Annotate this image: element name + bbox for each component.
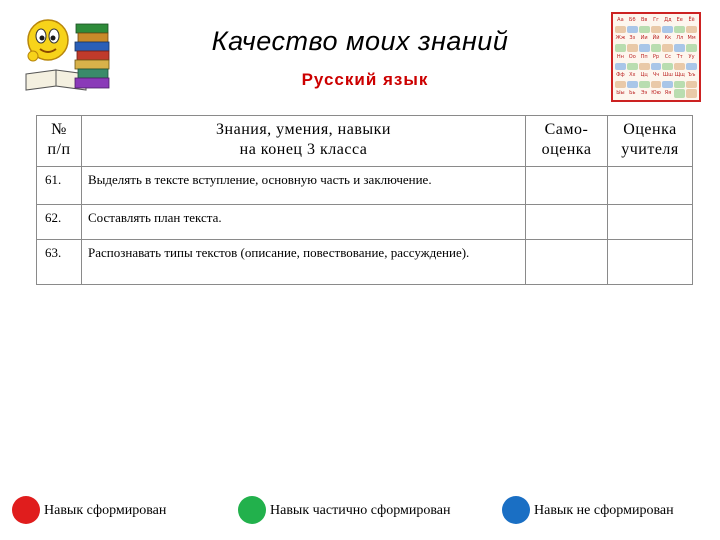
table-row: [37, 205, 693, 240]
self-assessment-cell[interactable]: [526, 240, 608, 285]
teacher-assessment-cell[interactable]: [608, 167, 693, 205]
legend-label: Навык не сформирован: [534, 502, 674, 518]
teacher-assessment-cell[interactable]: [608, 240, 693, 285]
legend-label: Навык частично сформирован: [270, 502, 451, 518]
column-header-skills-line1: Знания, умения, навыки: [216, 121, 391, 138]
page-subtitle: Русский язык: [301, 70, 429, 89]
row-number: 62.: [37, 205, 82, 240]
column-header-skills: [82, 116, 526, 167]
green-circle-icon: [238, 496, 266, 524]
column-header-skills-line2: на конец 3 класса: [239, 141, 368, 158]
red-circle-icon: [12, 496, 40, 524]
row-skill-text: Выделять в тексте вступление, основную часть и заключение.: [82, 167, 526, 205]
skills-table: [36, 115, 693, 285]
row-number: 61.: [37, 167, 82, 205]
alphabet-chart-icon: Аа Бб Вв Гг Дд Ее Ёё Жж Зз Ии Йй Кк Лл Мм Нн Оо Пп Рр Сс Тт Уу Фф Хх Цц Чч Шш Щщ Ъъ Ыы Ьь Ээ Юю Яя: [611, 12, 701, 102]
teacher-assessment-cell[interactable]: [608, 205, 693, 240]
column-header-self-line2: оценка: [541, 141, 592, 158]
table-row: [37, 240, 693, 285]
row-skill-text: Составлять план текста.: [82, 205, 526, 240]
table-row: [37, 167, 693, 205]
column-header-number-line1: №: [51, 121, 67, 138]
column-header-teacher-assessment: [608, 116, 693, 167]
column-header-number: [37, 116, 82, 167]
column-header-number-line2: п/п: [47, 141, 71, 158]
table-header-row: [37, 116, 693, 167]
column-header-self-line1: Само-: [544, 121, 589, 138]
legend-label: Навык сформирован: [44, 502, 167, 518]
row-number: 63.: [37, 240, 82, 285]
self-assessment-cell[interactable]: [526, 167, 608, 205]
column-header-self-assessment: [526, 116, 608, 167]
legend-item-partially-formed: [238, 495, 450, 525]
self-assessment-cell[interactable]: [526, 205, 608, 240]
page-title: Качество моих знаний: [211, 26, 509, 56]
legend-item-formed: [12, 495, 166, 525]
legend-item-not-formed: [502, 495, 674, 525]
column-header-teacher-line2: учителя: [621, 141, 679, 158]
blue-circle-icon: [502, 496, 530, 524]
row-skill-text: Распознавать типы текстов (описание, повествование, рассуждение).: [82, 240, 526, 285]
column-header-teacher-line1: Оценка: [623, 121, 677, 138]
